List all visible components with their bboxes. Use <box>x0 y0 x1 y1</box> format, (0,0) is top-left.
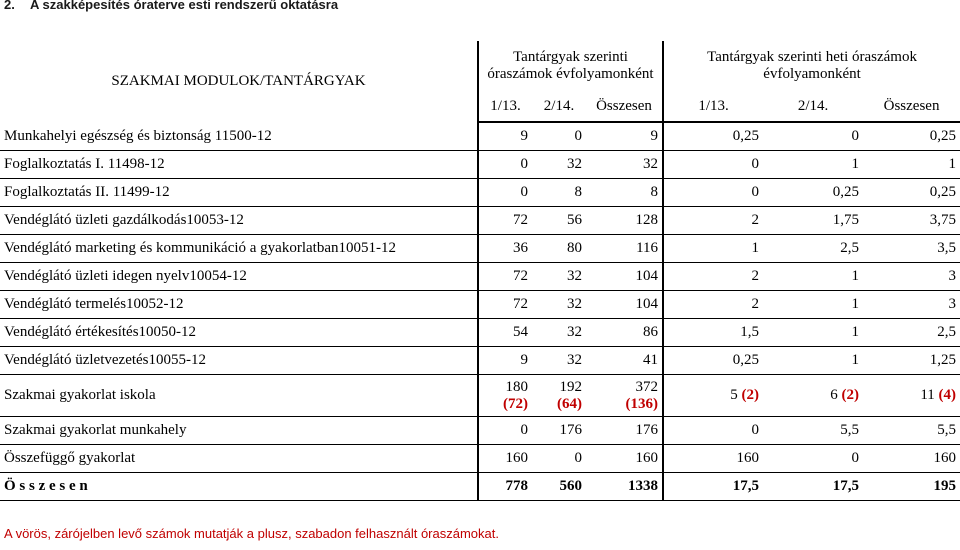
extra-value: (64) <box>557 395 582 412</box>
module-name: Vendéglátó termelés10052-12 <box>0 291 478 319</box>
cell-weekly-total: 3 <box>863 263 960 291</box>
cell-yearly-y2: 8 <box>532 179 586 207</box>
module-name: Vendéglátó üzletvezetés10055-12 <box>0 347 478 375</box>
cell-yearly-y2: 560 <box>532 473 586 501</box>
base-value: 6 <box>830 387 838 403</box>
cell-yearly-y2: 32 <box>532 319 586 347</box>
modules-header: SZAKMAI MODULOK/TANTÁRGYAK <box>0 41 478 122</box>
yearly-y1-header: 1/13. <box>478 91 532 122</box>
cell-weekly-y2: 1,75 <box>763 207 863 235</box>
cell-yearly-y2 <box>532 375 586 417</box>
curriculum-table <box>0 41 960 501</box>
table-row <box>0 179 960 207</box>
yearly-hours-header: Tantárgyak szerinti óraszámok évfolyamonként <box>478 41 663 91</box>
extra-value: (2) <box>741 387 760 403</box>
cell-yearly-total: 176 <box>586 417 663 445</box>
cell-weekly-y1: 2 <box>663 207 763 235</box>
cell-weekly-total: 3,5 <box>863 235 960 263</box>
table-row <box>0 445 960 473</box>
cell-weekly-y1: 1,5 <box>663 319 763 347</box>
table-row <box>0 291 960 319</box>
cell-yearly-y2: 176 <box>532 417 586 445</box>
cell-yearly-total <box>586 375 663 417</box>
cell-weekly-total: 1 <box>863 151 960 179</box>
cell-weekly-total <box>863 375 960 417</box>
table-row <box>0 122 960 151</box>
cell-yearly-y1: 0 <box>478 151 532 179</box>
cell-yearly-total: 41 <box>586 347 663 375</box>
module-name: Vendéglátó üzleti gazdálkodás10053-12 <box>0 207 478 235</box>
cell-yearly-total: 1338 <box>586 473 663 501</box>
section-heading <box>4 0 338 12</box>
base-value: 192 <box>559 378 582 395</box>
table-row <box>0 347 960 375</box>
cell-weekly-y1: 2 <box>663 291 763 319</box>
table-row <box>0 263 960 291</box>
table-row-total <box>0 473 960 501</box>
cell-yearly-y2: 0 <box>532 122 586 151</box>
total-label: Ö s s z e s e n <box>0 473 478 501</box>
module-name: Munkahelyi egészség és biztonság 11500-12 <box>0 122 478 151</box>
cell-yearly-y1: 9 <box>478 347 532 375</box>
module-name: Összefüggő gyakorlat <box>0 445 478 473</box>
cell-yearly-y1: 160 <box>478 445 532 473</box>
cell-weekly-y1: 160 <box>663 445 763 473</box>
cell-weekly-y2 <box>763 375 863 417</box>
section-title: A szakképesítés óraterve esti rendszerű oktatásra <box>30 0 339 12</box>
cell-weekly-y2: 0 <box>763 122 863 151</box>
module-name: Vendéglátó marketing és kommunikáció a gyakorlatban10051-12 <box>0 235 478 263</box>
cell-weekly-y1: 0 <box>663 151 763 179</box>
module-name: Foglalkoztatás II. 11499-12 <box>0 179 478 207</box>
table-row <box>0 235 960 263</box>
cell-weekly-total: 0,25 <box>863 122 960 151</box>
cell-yearly-total: 104 <box>586 291 663 319</box>
cell-weekly-y1: 1 <box>663 235 763 263</box>
cell-yearly-y2: 32 <box>532 151 586 179</box>
table-row <box>0 151 960 179</box>
cell-weekly-total: 2,5 <box>863 319 960 347</box>
cell-yearly-total: 9 <box>586 122 663 151</box>
cell-yearly-y1: 72 <box>478 291 532 319</box>
cell-yearly-y1 <box>478 375 532 417</box>
cell-yearly-y2: 0 <box>532 445 586 473</box>
cell-weekly-total: 0,25 <box>863 179 960 207</box>
extra-value: (72) <box>503 395 528 412</box>
base-value: 180 <box>505 378 528 395</box>
cell-yearly-y2: 80 <box>532 235 586 263</box>
base-value: 372 <box>635 378 659 395</box>
cell-yearly-total: 104 <box>586 263 663 291</box>
cell-weekly-y2: 1 <box>763 319 863 347</box>
module-name: Szakmai gyakorlat munkahely <box>0 417 478 445</box>
cell-yearly-y1: 778 <box>478 473 532 501</box>
module-name: Foglalkoztatás I. 11498-12 <box>0 151 478 179</box>
extra-value: (2) <box>841 387 860 403</box>
module-name: Vendéglátó üzleti idegen nyelv10054-12 <box>0 263 478 291</box>
weekly-total-header: Összesen <box>863 91 960 122</box>
cell-yearly-total: 160 <box>586 445 663 473</box>
cell-weekly-total: 160 <box>863 445 960 473</box>
cell-weekly-y1: 0 <box>663 417 763 445</box>
cell-yearly-total: 32 <box>586 151 663 179</box>
cell-yearly-total: 116 <box>586 235 663 263</box>
weekly-y2-header: 2/14. <box>763 91 863 122</box>
cell-yearly-y1: 0 <box>478 417 532 445</box>
cell-weekly-total: 1,25 <box>863 347 960 375</box>
cell-yearly-y2: 32 <box>532 347 586 375</box>
extra-value: (136) <box>625 395 659 412</box>
cell-yearly-y2: 56 <box>532 207 586 235</box>
cell-weekly-y1: 2 <box>663 263 763 291</box>
module-name: Vendéglátó értékesítés10050-12 <box>0 319 478 347</box>
cell-weekly-total: 5,5 <box>863 417 960 445</box>
cell-weekly-y2: 0,25 <box>763 179 863 207</box>
cell-weekly-y2: 2,5 <box>763 235 863 263</box>
cell-yearly-y1: 72 <box>478 263 532 291</box>
section-number: 2. <box>4 0 15 12</box>
cell-weekly-y2: 5,5 <box>763 417 863 445</box>
cell-yearly-y2: 32 <box>532 291 586 319</box>
cell-weekly-y2: 1 <box>763 151 863 179</box>
extra-value: (4) <box>938 387 957 403</box>
cell-weekly-y2: 1 <box>763 263 863 291</box>
base-value: 11 <box>920 387 935 403</box>
cell-weekly-total: 3 <box>863 291 960 319</box>
cell-weekly-total: 3,75 <box>863 207 960 235</box>
table-row-practice-school <box>0 375 960 417</box>
cell-yearly-y1: 0 <box>478 179 532 207</box>
cell-yearly-y1: 36 <box>478 235 532 263</box>
cell-weekly-y2: 1 <box>763 291 863 319</box>
cell-yearly-total: 86 <box>586 319 663 347</box>
cell-weekly-y1 <box>663 375 763 417</box>
cell-yearly-y1: 54 <box>478 319 532 347</box>
cell-yearly-y1: 9 <box>478 122 532 151</box>
cell-yearly-y1: 72 <box>478 207 532 235</box>
module-name: Szakmai gyakorlat iskola <box>0 375 478 417</box>
table-row <box>0 417 960 445</box>
cell-yearly-total: 8 <box>586 179 663 207</box>
weekly-hours-header: Tantárgyak szerinti heti óraszámok évfolyamonként <box>707 49 917 82</box>
base-value: 5 <box>730 387 738 403</box>
cell-weekly-y1: 0,25 <box>663 122 763 151</box>
table-row <box>0 207 960 235</box>
cell-weekly-total: 195 <box>863 473 960 501</box>
cell-weekly-y2: 1 <box>763 347 863 375</box>
cell-weekly-y2: 17,5 <box>763 473 863 501</box>
cell-weekly-y1: 17,5 <box>663 473 763 501</box>
cell-weekly-y1: 0,25 <box>663 347 763 375</box>
weekly-y1-header: 1/13. <box>663 91 763 122</box>
cell-yearly-total: 128 <box>586 207 663 235</box>
yearly-total-header: Összesen <box>586 91 663 122</box>
cell-yearly-y2: 32 <box>532 263 586 291</box>
table-row <box>0 319 960 347</box>
cell-weekly-y1: 0 <box>663 179 763 207</box>
yearly-y2-header: 2/14. <box>532 91 586 122</box>
cell-weekly-y2: 0 <box>763 445 863 473</box>
footnote: A vörös, zárójelben levő számok mutatják a plusz, szabadon felhasznált óraszámokat. <box>4 526 499 541</box>
